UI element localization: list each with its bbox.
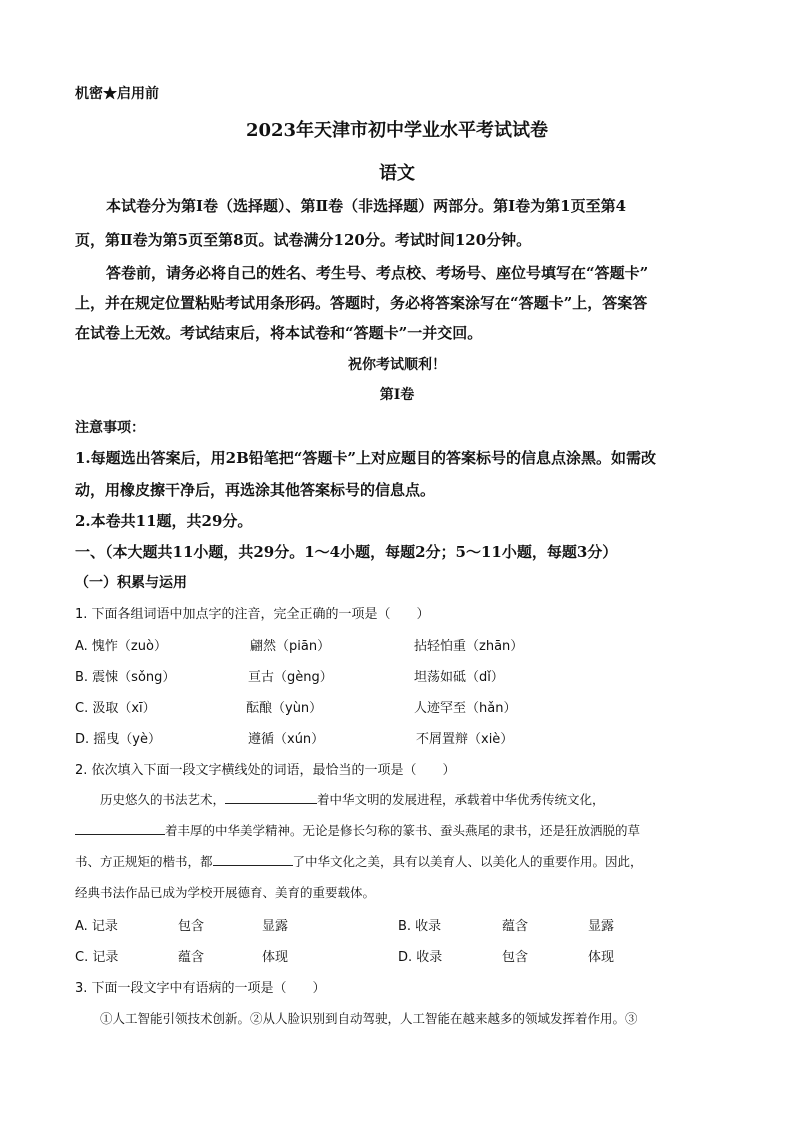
q1-option-d-word1: D. 摇曳（yè） xyxy=(75,732,161,747)
q2-passage-line1-end: 着中华文明的发展进程，承载着中华优秀传统文化， xyxy=(317,792,605,807)
q2-passage-line2-text: 着丰厚的中华美学精神。无论是修长匀称的篆书、蚕头燕尾的隶书，还是狂放洒脱的草 xyxy=(165,823,641,838)
notes-heading: 注意事项： xyxy=(75,420,145,436)
q2-option-d-label: D. 收录 xyxy=(398,950,443,965)
q2-passage-line1-start: 历史悠久的书法艺术， xyxy=(100,792,226,807)
q1-option-b-word3: 坦荡如砥（dǐ） xyxy=(414,670,504,685)
q1-option-a-word2: 翩然（piān） xyxy=(250,639,331,654)
q2-option-c-word2: 蕴含 xyxy=(178,950,205,965)
q1-option-b-word2: 亘古（gèng） xyxy=(248,670,333,685)
volume-label: 第Ⅰ卷 xyxy=(379,387,415,403)
confidential-label: 机密★启用前 xyxy=(75,86,159,102)
intro-p2-line3: 在试卷上无效。考试结束后，将本试卷和“答题卡”一并交回。 xyxy=(75,324,483,342)
intro-p1-line2: 页，第Ⅱ卷为第5页至第8页。试卷满分120分。考试时间120分钟。 xyxy=(75,231,532,249)
subsection-heading: （一）积累与运用 xyxy=(75,575,187,591)
q1-option-a-word3: 拈轻怕重（zhān） xyxy=(414,639,524,654)
section-one-heading: 一、（本大题共11小题，共29分。1～4小题，每题2分；5～11小题，每题3分） xyxy=(75,543,618,561)
intro-p2-line2: 上，并在规定位置粘贴考试用条形码。答题时，务必将答案涂写在“答题卡”上，答案答 xyxy=(75,294,648,312)
q3-passage-line1: ①人工智能引领技术创新。②从人脸识别到自动驾驶，人工智能在越来越多的领域发挥着作用。③ xyxy=(100,1011,638,1026)
q2-option-c-label: C. 记录 xyxy=(75,950,119,965)
q2-option-b-word2: 蕴含 xyxy=(502,919,529,934)
q2-option-a-word3: 显露 xyxy=(262,919,289,934)
q2-option-a-word2: 包含 xyxy=(178,919,205,934)
q1-option-d-word3: 不屑置辩（xiè） xyxy=(416,732,514,747)
q2-option-b-label: B. 收录 xyxy=(398,919,442,934)
q1-option-c-word3: 人迹罕至（hǎn） xyxy=(414,701,517,716)
q2-option-c-word3: 体现 xyxy=(262,950,289,965)
question-2-stem: 2. 依次填入下面一段文字横线处的词语，最恰当的一项是（ ） xyxy=(75,763,456,778)
fill-blank-2 xyxy=(75,834,165,835)
intro-p1-line1: 本试卷分为第Ⅰ卷（选择题）、第Ⅱ卷（非选择题）两部分。第Ⅰ卷为第1页至第4 xyxy=(106,197,627,215)
intro-p2-line1: 答卷前，请务必将自己的姓名、考生号、考点校、考场号、座位号填写在“答题卡” xyxy=(106,264,649,282)
good-luck-text: 祝你考试顺利！ xyxy=(348,357,446,373)
subject-title: 语文 xyxy=(379,163,415,184)
q2-option-d-word2: 包含 xyxy=(502,950,529,965)
q1-option-c-word2: 酝酿（yùn） xyxy=(246,701,323,716)
q1-option-d-word2: 遵循（xún） xyxy=(248,732,325,747)
q1-option-a-word1: A. 愧怍（zuò） xyxy=(75,639,167,654)
note-1-line1: 1.每题选出答案后，用2B铅笔把“答题卡”上对应题目的答案标号的信息点涂黑。如需改 xyxy=(75,449,657,467)
q2-option-a-label: A. 记录 xyxy=(75,919,118,934)
note-1-line2: 动，用橡皮擦干净后，再选涂其他答案标号的信息点。 xyxy=(75,481,436,499)
q2-passage-line3-start: 书、方正规矩的楷书，都 xyxy=(75,854,213,869)
fill-blank-1 xyxy=(225,803,317,804)
q1-option-c-word1: C. 汲取（xī） xyxy=(75,701,156,716)
q2-passage-line3 xyxy=(75,852,643,870)
q2-option-b-word3: 显露 xyxy=(588,919,615,934)
q2-passage-line1 xyxy=(100,790,605,808)
question-1-stem: 1. 下面各组词语中加点字的注音，完全正确的一项是（ ） xyxy=(75,607,430,622)
fill-blank-3 xyxy=(213,865,293,866)
question-3-stem: 3. 下面一段文字中有语病的一项是（ ） xyxy=(75,981,326,996)
exam-title: 2023年天津市初中学业水平考试试卷 xyxy=(245,120,549,141)
q2-passage-line2 xyxy=(75,821,640,839)
note-2: 2.本卷共11题，共29分。 xyxy=(75,512,253,530)
q2-passage-line4: 经典书法作品已成为学校开展德育、美育的重要载体。 xyxy=(75,885,376,900)
q2-option-d-word3: 体现 xyxy=(588,950,615,965)
q2-passage-line3-end: 了中华文化之美，具有以美育人、以美化人的重要作用。因此， xyxy=(292,854,643,869)
q1-option-b-word1: B. 震悚（sǒng） xyxy=(75,670,176,685)
